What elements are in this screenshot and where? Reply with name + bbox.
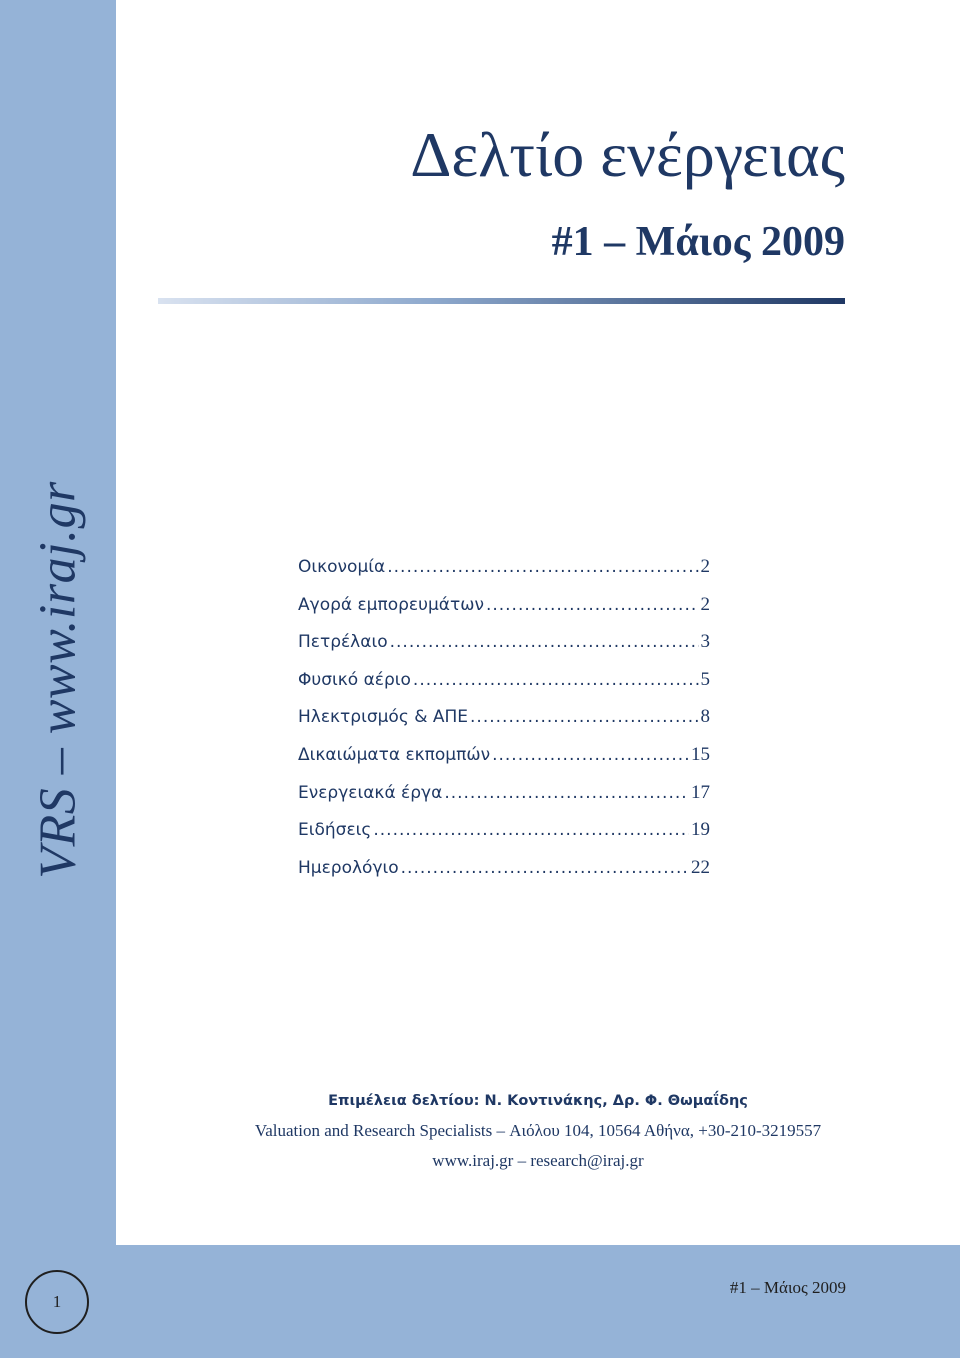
toc-leader-dots xyxy=(387,557,698,577)
toc-item-label: Οικονομία xyxy=(298,557,386,577)
bottom-band xyxy=(0,1245,960,1358)
toc-item-label: Ενεργειακά έργα xyxy=(298,782,443,803)
company-address: Valuation and Research Specialists – Αιόλου 104, 10564 Αθήνα, +30-210-3219557 xyxy=(254,1121,822,1140)
toc-item-label: Φυσικό αέριο xyxy=(298,669,411,690)
toc-item-label: Ηλεκτρισμός & ΑΠΕ xyxy=(298,707,469,728)
toc-leader-dots xyxy=(413,670,699,690)
toc-leader-dots xyxy=(401,858,689,878)
toc-item-page: 2 xyxy=(700,556,710,577)
toc-leader-dots xyxy=(492,745,689,765)
toc-item-page: 19 xyxy=(691,819,710,841)
toc-leader-dots xyxy=(390,632,699,652)
toc-item[interactable] xyxy=(298,706,710,744)
toc-item-label: Ειδήσεις xyxy=(298,820,372,841)
toc-item[interactable] xyxy=(298,556,710,594)
toc-item[interactable] xyxy=(298,819,710,857)
toc-item[interactable] xyxy=(298,782,710,820)
toc-item-page: 15 xyxy=(691,743,710,765)
toc-leader-dots xyxy=(470,707,698,727)
toc-leader-dots xyxy=(444,783,689,803)
toc-item-page: 2 xyxy=(700,593,710,615)
toc-item[interactable] xyxy=(298,857,710,895)
toc-item-page: 3 xyxy=(700,631,710,653)
page-title: Δελτίο ενέργειας xyxy=(410,119,845,190)
editors-credit: Επιμέλεια δελτίου: Ν. Κοντινάκης, Δρ. Φ. Θωμαΐδης xyxy=(328,1093,748,1109)
toc-item-page: 22 xyxy=(691,856,710,878)
toc-item-page: 8 xyxy=(700,706,710,728)
toc-item-page: 17 xyxy=(691,781,710,803)
table-of-contents xyxy=(298,556,710,894)
toc-item-label: Δικαιώματα εκπομπών xyxy=(298,744,491,765)
toc-leader-dots xyxy=(486,595,699,615)
toc-item-label: Αγορά εμπορευμάτων xyxy=(298,594,484,615)
sidebar-band xyxy=(0,0,116,1245)
toc-item-label: Πετρέλαιο xyxy=(298,632,388,653)
toc-item[interactable] xyxy=(298,631,710,669)
title-divider xyxy=(158,298,845,304)
sidebar-vertical-text: VRS – www.iraj.gr xyxy=(29,481,87,879)
toc-item[interactable] xyxy=(298,744,710,782)
contact-web-email: www.iraj.gr – research@iraj.gr xyxy=(432,1151,644,1170)
page-number-circle xyxy=(25,1270,89,1334)
toc-leader-dots xyxy=(373,820,689,840)
issue-subtitle: #1 – Μάιος 2009 xyxy=(551,219,845,265)
toc-item-page: 5 xyxy=(700,668,710,690)
toc-item[interactable] xyxy=(298,594,710,632)
toc-item[interactable] xyxy=(298,669,710,707)
footer-issue-label: #1 – Μάιος 2009 xyxy=(729,1278,846,1297)
toc-item-label: Ημερολόγιο xyxy=(298,857,399,878)
page-number: 1 xyxy=(52,1292,62,1311)
